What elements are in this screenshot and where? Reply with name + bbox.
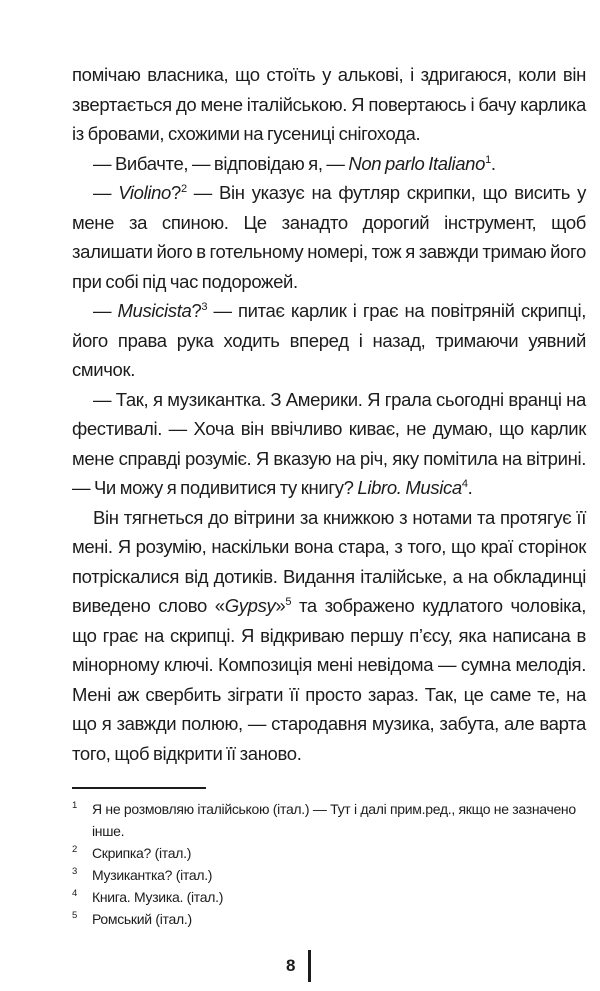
footnote-1	[72, 798, 586, 842]
paragraph-2-italic: Non parlo Italiano	[348, 152, 486, 174]
footnote-number: 3	[72, 866, 77, 877]
paragraph-3-qmark: ?	[171, 182, 181, 203]
paragraph-6-text-end: та зображено кудлатого чоловіка, що грає на скрипці. Я відкриваю першу п’єсу, яка написана в мінорному ключі. Композиція мені невідома — сумна мелодія. Мені аж свербить зіграти її просто зараз. Так, це саме те, на що я завжди полюю, — стародавня музика, забута, але варта того, щоб відкрити її заново.	[72, 595, 586, 764]
footnote-text: Скрипка? (італ.)	[92, 845, 192, 861]
paragraph-2	[72, 149, 586, 179]
paragraph-1: помічаю власника, що стоїть у альковi, і здригаюся, коли він звертається до мене італійською. Я повертаюсь і бачу карлика із бровами, схожими на гусениці снігохода.	[72, 64, 586, 144]
footnote-number: 1	[72, 800, 77, 811]
paragraph-6-text: Він тягнеться до вітрини за книжкою з нотами та протягує її мені. Я розумію, наскільки вона стара, з того, що краї сторінок потріскалися від дотиків. Видання італійське, а на обкладинці виведено слово «	[72, 506, 586, 616]
body-text	[72, 60, 586, 768]
footnote-number: 4	[72, 888, 77, 899]
paragraph-6-quote-close: »	[275, 595, 286, 616]
footnote-text: Ромський (італ.)	[92, 911, 192, 927]
footnote-ref-1: 1	[485, 153, 491, 166]
footnote-ref-5: 5	[285, 596, 292, 608]
footnote-ref-3: 3	[201, 301, 208, 313]
paragraph-4-italic: Musicista	[117, 300, 192, 321]
page-number-bar	[308, 950, 311, 982]
footnote-4	[72, 886, 586, 908]
footnote-ref-4: 4	[461, 478, 468, 490]
footnote-text: Музикантка? (італ.)	[92, 867, 213, 883]
footnote-3	[72, 864, 586, 886]
page-number: 8	[286, 956, 296, 975]
paragraph-5-text: — Так, я музикантка. З Америки. Я грала сьогодні вранці на фестивалі. — Хоча він ввічливо киває, не думаю, що карлик мене справді розуміє. Я вказую на річ, яку помітила на вітрині. — Чи можу я подивитися ту книгу?	[72, 388, 586, 498]
paragraph-4-qmark: ?	[191, 300, 202, 321]
paragraph-2-text: — Вибачте, — відповідаю я, —	[93, 152, 349, 174]
paragraph-5	[72, 385, 586, 503]
paragraph-4-text: — питає карлик і грає на повітряній скрипці, його права рука ходить вперед і назад, тримаючи уявний смичок.	[72, 300, 586, 380]
paragraph-5-italic: Libro. Musica	[357, 477, 462, 498]
paragraph-5-end: .	[467, 477, 473, 498]
paragraph-6	[72, 503, 586, 769]
footnote-number: 5	[72, 910, 77, 921]
paragraph-2-end: .	[490, 152, 496, 174]
footnotes	[72, 798, 586, 930]
footnote-ref-2: 2	[180, 183, 187, 195]
paragraph-3-text: — Він указує на футляр скрипки, що висить у мене за спиною. Це занадто дорогий інструмент, щоб залишати його в готельному номері, тож я завжди тримаю його при собі під час подорожей.	[72, 182, 586, 292]
footnote-divider	[72, 787, 206, 789]
footnote-5	[72, 908, 586, 930]
paragraph-3: — Violino?$^2$ — Він указує на футляр скрипки, що висить у мене за спиною. Це занадто дорогий інструмент, щоб залишати його в готельному номері, тож я завжди тримаю його при собі під час подорожей.	[72, 182, 586, 292]
footnote-text: Я не розмовляю італійською (італ.) — Тут і далі прим.ред., якщо не зазначено інше.	[92, 801, 576, 839]
page-number-block	[286, 950, 295, 982]
footnote-2	[72, 842, 586, 864]
paragraph-6-italic: Gypsy	[224, 595, 276, 616]
footnote-text: Книга. Музика. (італ.)	[92, 889, 224, 905]
paragraph-4: — Musicista?$^3$ — питає карлик і грає на повітряній скрипці, його права рука ходить вперед і назад, тримаючи уявний смичок.	[72, 300, 586, 380]
footnote-number: 2	[72, 844, 77, 855]
paragraph-3-italic: Violino	[118, 182, 171, 203]
